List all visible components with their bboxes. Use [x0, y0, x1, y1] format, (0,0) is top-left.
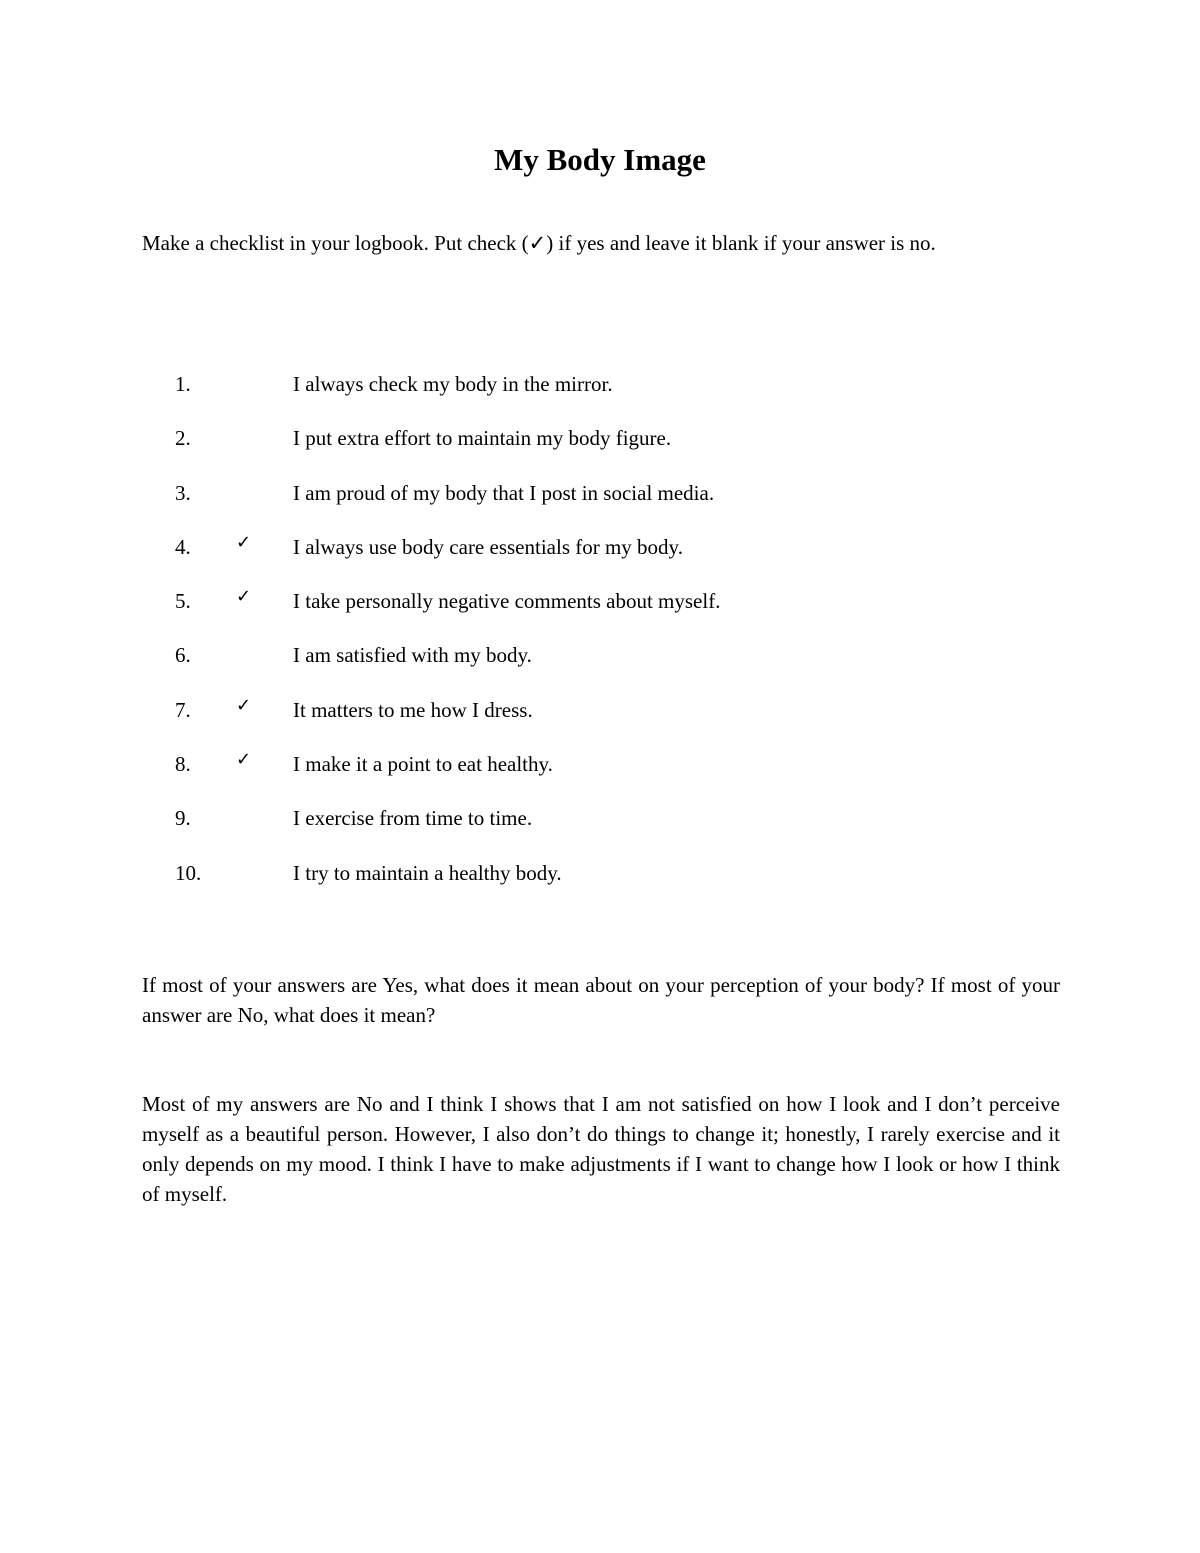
- check-mark-icon: ✓: [236, 694, 252, 716]
- item-text: I try to maintain a healthy body.: [293, 860, 562, 885]
- item-number: 6.: [175, 643, 191, 668]
- item-number: 4.: [175, 534, 191, 559]
- checklist-item-5: [0, 584, 1200, 638]
- checklist-item-3: [0, 476, 1200, 530]
- reflection-question: If most of your answers are Yes, what does it mean about on your perception of your body? If most of your answer are No, what does it mean?: [142, 973, 1060, 1027]
- item-text: I take personally negative comments about myself.: [293, 589, 721, 614]
- checklist-item-2: [0, 421, 1200, 475]
- item-number: 1.: [175, 372, 191, 396]
- reflection-answer: Most of my answers are No and I think I shows that I am not satisfied on how I look and I don’t perceive myself as a beautiful person. However, I also don’t do things to change it; honestly, I rarely exercise and it only depends on my mood. I think I have to make adjustments if I want to change how I look or how I think of myself.: [142, 1092, 1060, 1206]
- checklist-item-4: [0, 530, 1200, 584]
- item-text: I am proud of my body that I post in social media.: [293, 480, 715, 505]
- item-number: 3.: [175, 480, 191, 505]
- item-number: 9.: [175, 806, 191, 831]
- check-mark-icon: ✓: [236, 531, 252, 553]
- checklist-item-7: [0, 693, 1200, 747]
- checklist-item-8: [0, 747, 1200, 801]
- checklist: [0, 367, 1200, 910]
- item-text: I exercise from time to time.: [293, 806, 533, 831]
- check-mark-icon: ✓: [236, 586, 252, 608]
- item-number: 5.: [175, 589, 191, 614]
- item-text: I put extra effort to maintain my body figure.: [293, 426, 672, 451]
- item-number: 7.: [175, 697, 191, 722]
- checklist-item-9: [0, 801, 1200, 855]
- item-number: 2.: [175, 426, 191, 451]
- check-mark-icon: ✓: [236, 749, 252, 771]
- item-number: 10.: [175, 860, 202, 885]
- checklist-item-6: [0, 638, 1200, 692]
- item-text: I make it a point to eat healthy.: [293, 752, 553, 777]
- checklist-item-10: [0, 856, 1200, 910]
- item-text: I always check my body in the mirror.: [293, 372, 613, 396]
- page-title: My Body Image: [494, 142, 706, 177]
- checklist-item-1: [0, 367, 1200, 421]
- instructions-text: Make a checklist in your logbook. Put check (✓) if yes and leave it blank if your answer is no.: [142, 231, 936, 255]
- item-text: I always use body care essentials for my body.: [293, 534, 683, 559]
- item-text: I am satisfied with my body.: [293, 643, 532, 668]
- item-number: 8.: [175, 752, 191, 777]
- item-text: It matters to me how I dress.: [293, 697, 533, 722]
